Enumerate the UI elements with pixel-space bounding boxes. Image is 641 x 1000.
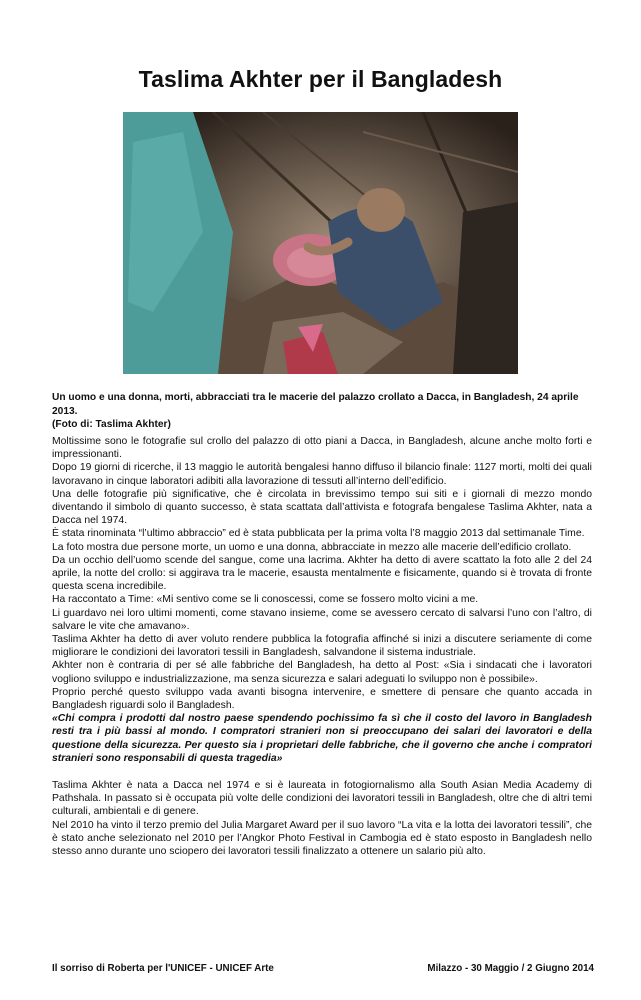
article-body — [52, 435, 592, 858]
bio-paragraph: Taslima Akhter è nata a Dacca nel 1974 e si è laureata in fotogiornalismo alla South Asian Media Academy di Pathshala. In passato si è occupata più volte delle condizioni dei lavoratori tessili in Bangladesh, oltre che di altri temi culturali, ambientali e di genere. — [52, 780, 592, 818]
caption-credit: (Foto di: Taslima Akhter) — [52, 419, 171, 430]
pull-quote: «Chi compra i prodotti dal nostro paese spendendo pochissimo fa sì che il costo del lavoro in Bangladesh resti tra i più bassi al mondo. I compratori stranieri non si preoccupano dei salari dei lavoratori e della questione della sicurezza. Per questo sia i proprietari delle fabbriche, che il governo che anche i compratori stranieri sono responsabili di questa tragedia» — [52, 713, 592, 764]
paragraph: Dopo 19 giorni di ricerche, il 13 maggio le autorità bengalesi hanno diffuso il bilancio finale: 1127 morti, molti dei quali lavoravano in cinque laboratori adibiti alla lavorazione di tessuti all’interno dell’edificio. — [52, 462, 592, 487]
footer-right: Milazzo - 30 Maggio / 2 Giugno 2014 — [427, 963, 594, 974]
spacer — [52, 765, 592, 779]
paragraph: Ha raccontato a Time: «Mi sentivo come se li conoscessi, come se fossero molto vicini a me. — [52, 594, 479, 606]
footer-left: Il sorriso di Roberta per l'UNICEF - UNICEF Arte — [52, 963, 274, 974]
paragraph: Da un occhio dell’uomo scende del sangue, come una lacrima. Akhter ha detto di avere scattato la foto alle 2 del 24 aprile, la notte del crollo: si aggirava tra le macerie, esausta mentalmente e fisicamente, quando si è trovata di fronte questa scena incredibile. — [52, 554, 592, 593]
paragraph: Proprio perché questo sviluppo vada avanti bisogna intervenire, e smettere di pensare che quanto accada in Bangladesh riguardi solo il Bangladesh. — [52, 686, 592, 712]
caption-line: Un uomo e una donna, morti, abbracciati tra le macerie del palazzo crollato a Dacca, in Bangladesh, 24 aprile 2013. — [52, 392, 579, 417]
paragraph: Taslima Akhter ha detto di aver voluto rendere pubblica la fotografia affinché si inizi a discutere seriamente di come migliorare le condizioni dei lavoratori tessili in Bangladesh, salvandone il sistema industriale. — [52, 634, 592, 659]
paragraph: La foto mostra due persone morte, un uomo e una donna, abbracciate in mezzo alle macerie dell’edificio crollato. — [52, 541, 572, 553]
news-photo — [123, 112, 518, 374]
bio-paragraph: Nel 2010 ha vinto il terzo premio del Julia Margaret Award per il suo lavoro “La vita e la lotta dei lavoratori tessili”, che è stato anche selezionato nel 2010 per l’Angkor Photo Festival in Cambogia ed è stato esposto in Bangladesh nello stesso anno durante uno sciopero dei lavoratori tessili finalizzato a ottenere un salario più alto. — [52, 819, 592, 858]
paragraph: È stata rinominata “l’ultimo abbraccio” ed è stata pubblicata per la prima volta l’8 maggio 2013 dal settimanale Time. — [52, 528, 585, 540]
paragraph: Moltissime sono le fotografie sul crollo del palazzo di otto piani a Dacca, in Bangladesh, alcune anche molto forti e impressionanti. — [52, 436, 592, 461]
photo-caption — [52, 391, 597, 432]
paragraph: Akhter non è contraria di per sé alle fabbriche del Bangladesh, ha detto al Post: «Sia i sindacati che i lavoratori vogliono sviluppo e industrializzazione, ma senza sicurezza e salari adeguati lo sviluppo non è possibile». — [52, 660, 592, 685]
paragraph: Una delle fotografie più significative, che è circolata in brevissimo tempo sui siti e i giornali di mezzo mondo diventando il simbolo di quanto successo, è stata scattata dall’attivista e fotografa bengalese Taslima Akhter, nata a Dacca nel 1974. — [52, 488, 592, 527]
photo-illustration — [123, 112, 518, 374]
page-title: Taslima Akhter per il Bangladesh — [138, 66, 503, 92]
paragraph: Li guardavo nei loro ultimi momenti, come stavano insieme, come se avessero cercato di salvarsi l’uno con l’altro, di salvare le vite che amavano». — [52, 607, 592, 632]
